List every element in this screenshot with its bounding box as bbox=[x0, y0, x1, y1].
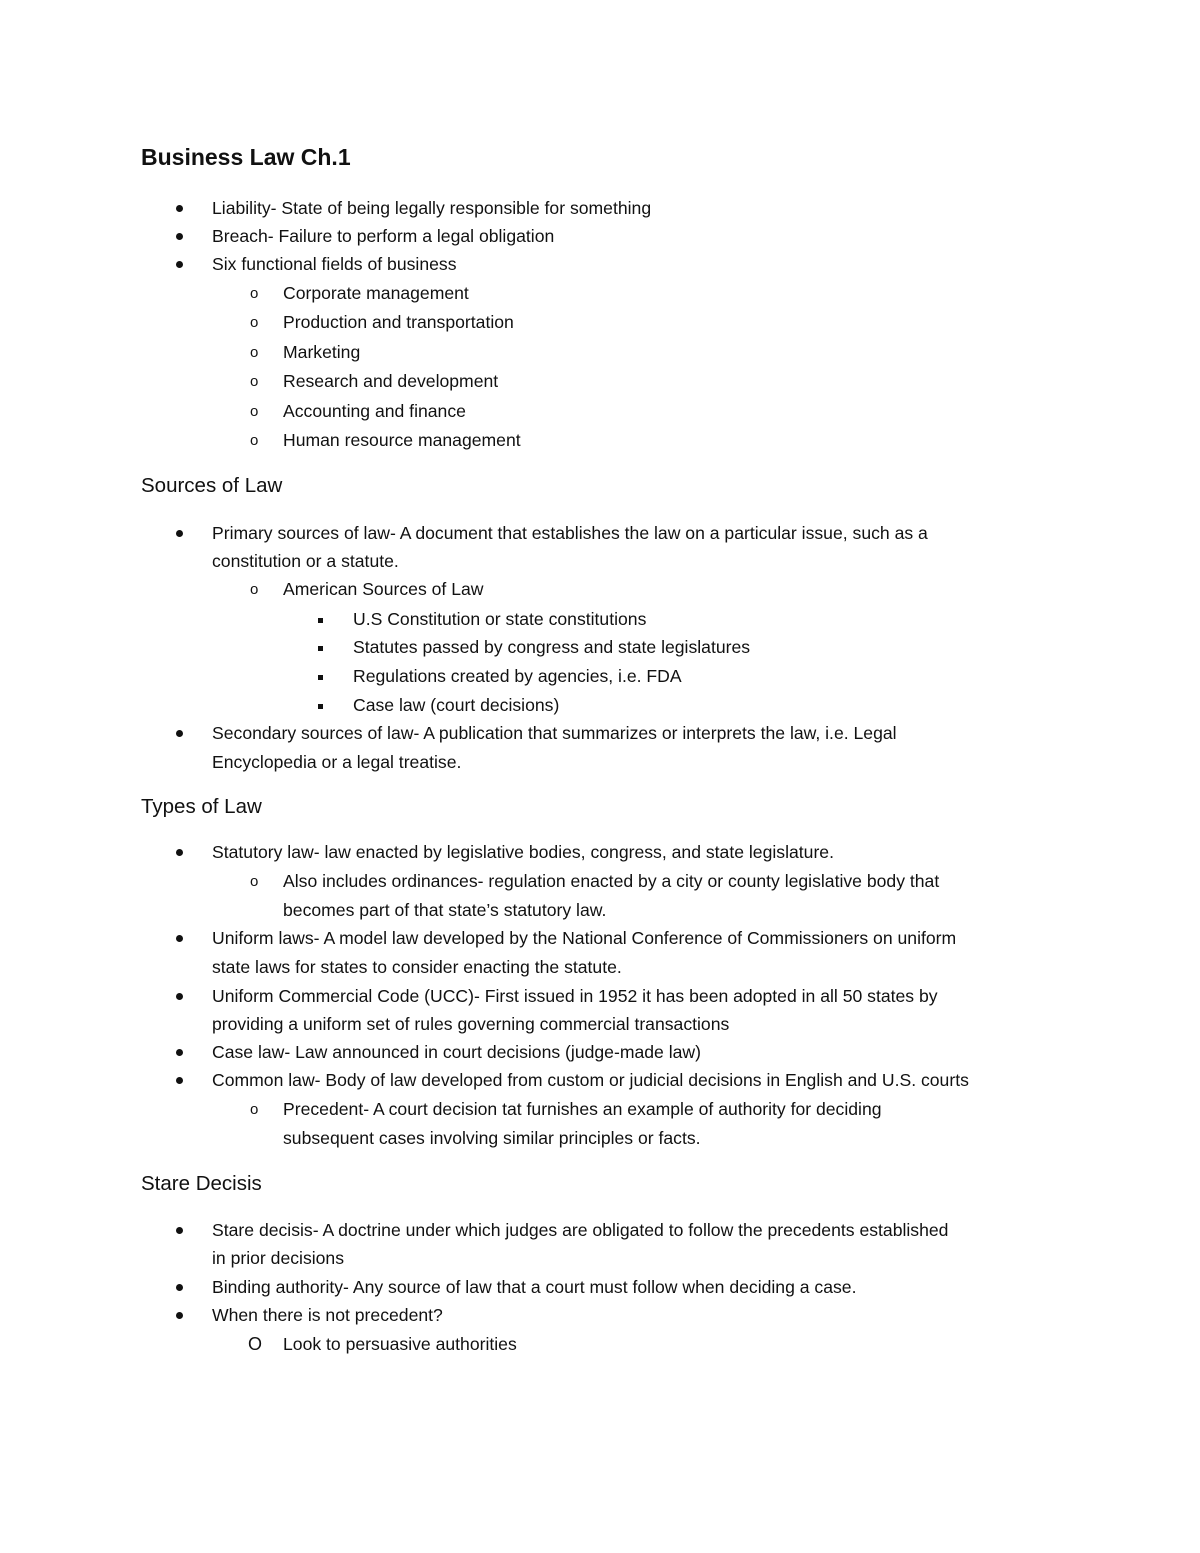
list-item-breach: Breach- Failure to perform a legal obligation bbox=[212, 226, 555, 246]
bullet-icon bbox=[176, 722, 183, 744]
sub-item-field: Marketing bbox=[283, 342, 361, 362]
sub-item-field: Human resource management bbox=[283, 430, 521, 450]
list-item-no-precedent: When there is not precedent? bbox=[212, 1305, 443, 1325]
sub-item-precedent: Precedent- A court decision tat furnishes an example of authority for deciding bbox=[283, 1099, 882, 1119]
list-item-primary-sources: Primary sources of law- A document that establishes the law on a particular issue, such as a bbox=[212, 523, 928, 543]
list-item-secondary-sources: Secondary sources of law- A publication that summarizes or interprets the law, i.e. Legal bbox=[212, 723, 897, 743]
document-title: Business Law Ch.1 bbox=[141, 144, 351, 170]
sub-item-ordinances: Also includes ordinances- regulation enacted by a city or county legislative body that bbox=[283, 871, 940, 891]
bullet-icon bbox=[176, 927, 183, 949]
list-item-secondary-sources-cont: Encyclopedia or a legal treatise. bbox=[212, 752, 462, 772]
hollow-bullet-icon: o bbox=[250, 1101, 259, 1118]
square-bullet-icon bbox=[318, 694, 323, 716]
bullet-icon bbox=[176, 522, 183, 544]
list-item-primary-sources-cont: constitution or a statute. bbox=[212, 551, 399, 571]
hollow-bullet-icon: o bbox=[250, 403, 259, 420]
sub-sub-item: Statutes passed by congress and state legislatures bbox=[353, 637, 751, 657]
list-item-ucc-cont: providing a uniform set of rules governing commercial transactions bbox=[212, 1014, 730, 1034]
hollow-bullet-icon: o bbox=[250, 581, 259, 598]
bullet-icon bbox=[176, 1069, 183, 1091]
list-item-uniform-laws: Uniform laws- A model law developed by the National Conference of Commissioners on uniform bbox=[212, 928, 957, 948]
sub-item-field: Production and transportation bbox=[283, 312, 514, 332]
bullet-icon bbox=[176, 225, 183, 247]
list-item-binding-authority: Binding authority- Any source of law that a court must follow when deciding a case. bbox=[212, 1277, 857, 1297]
sub-sub-item: U.S Constitution or state constitutions bbox=[353, 609, 647, 629]
square-bullet-icon bbox=[318, 665, 323, 687]
hollow-bullet-icon: o bbox=[250, 285, 259, 302]
hollow-bullet-icon: o bbox=[250, 344, 259, 361]
list-item-case-law: Case law- Law announced in court decisions (judge-made law) bbox=[212, 1042, 701, 1062]
sub-item-field: Accounting and finance bbox=[283, 401, 466, 421]
hollow-bullet-icon: O bbox=[248, 1334, 263, 1354]
list-item-stare-decisis-cont: in prior decisions bbox=[212, 1248, 345, 1268]
sub-item-ordinances-cont: becomes part of that state’s statutory law. bbox=[283, 900, 607, 920]
square-bullet-icon bbox=[318, 636, 323, 658]
sub-item-field: Corporate management bbox=[283, 283, 469, 303]
list-item-common-law: Common law- Body of law developed from custom or judicial decisions in English and U.S. courts bbox=[212, 1070, 969, 1090]
sub-item-american-sources: American Sources of Law bbox=[283, 579, 484, 599]
hollow-bullet-icon: o bbox=[250, 432, 259, 449]
sub-item-persuasive: Look to persuasive authorities bbox=[283, 1334, 517, 1354]
sub-sub-item: Case law (court decisions) bbox=[353, 695, 560, 715]
hollow-bullet-icon: o bbox=[250, 873, 259, 890]
hollow-bullet-icon: o bbox=[250, 314, 259, 331]
sub-sub-item: Regulations created by agencies, i.e. FDA bbox=[353, 666, 682, 686]
bullet-icon bbox=[176, 1219, 183, 1241]
heading-stare-decisis: Stare Decisis bbox=[141, 1172, 262, 1195]
bullet-icon bbox=[176, 197, 183, 219]
list-item-liability: Liability- State of being legally responsible for something bbox=[212, 198, 652, 218]
list-item-uniform-laws-cont: state laws for states to consider enacting the statute. bbox=[212, 957, 622, 977]
bullet-icon bbox=[176, 1304, 183, 1326]
list-item-ucc: Uniform Commercial Code (UCC)- First issued in 1952 it has been adopted in all 50 states by bbox=[212, 986, 938, 1006]
bullet-icon bbox=[176, 1041, 183, 1063]
heading-sources-of-law: Sources of Law bbox=[141, 474, 283, 497]
hollow-bullet-icon: o bbox=[250, 373, 259, 390]
list-item-six-fields: Six functional fields of business bbox=[212, 254, 457, 274]
list-item-statutory: Statutory law- law enacted by legislative bodies, congress, and state legislature. bbox=[212, 842, 834, 862]
bullet-icon bbox=[176, 841, 183, 863]
bullet-icon bbox=[176, 253, 183, 275]
square-bullet-icon bbox=[318, 608, 323, 630]
list-item-stare-decisis: Stare decisis- A doctrine under which judges are obligated to follow the precedents established bbox=[212, 1220, 949, 1240]
sub-item-precedent-cont: subsequent cases involving similar principles or facts. bbox=[283, 1128, 701, 1148]
bullet-icon bbox=[176, 985, 183, 1007]
heading-types-of-law: Types of Law bbox=[141, 795, 262, 818]
sub-item-field: Research and development bbox=[283, 371, 499, 391]
bullet-icon bbox=[176, 1276, 183, 1298]
